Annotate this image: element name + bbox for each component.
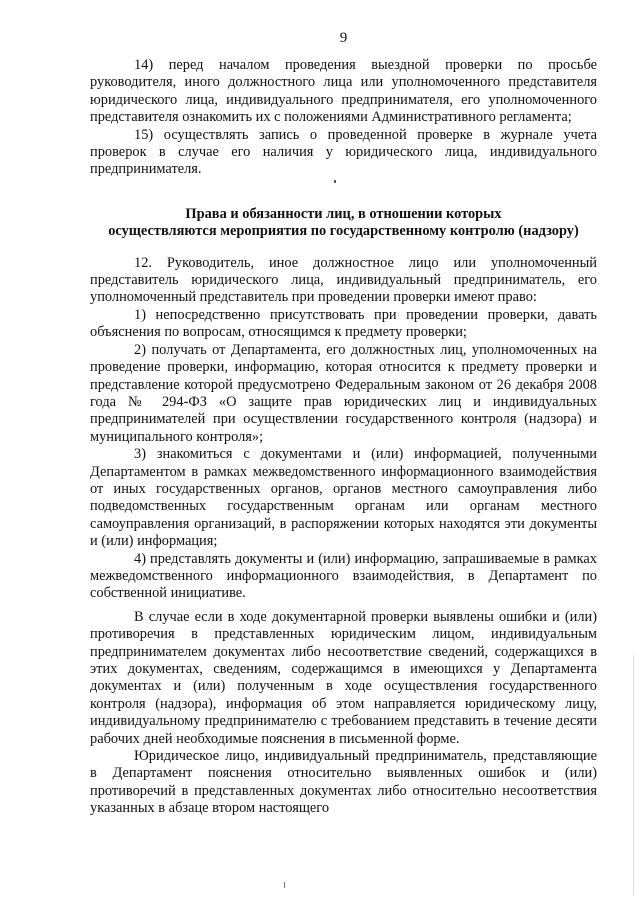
page-number: 9 [339, 30, 348, 46]
section-heading-line-1: Права и обязанности лиц, в отношении которых [185, 205, 502, 222]
paragraph-explanations: Юридическое лицо, индивидуальный предприниматель, представляющие в Департамент пояснения относительно выявленных ошибок и (или) противоречий в представленных документах либо относительно несоответствия указанных в абзаце втором настоящего [90, 748, 597, 817]
section-heading-line-2: осуществляются мероприятия по государственному контролю (надзору) [108, 223, 579, 240]
scan-mark-bottom [284, 882, 285, 888]
paragraph-errors: В случае если в ходе документарной проверки выявлены ошибки и (или) противоречия в представленных юридическим лицом, индивидуальным предпринимателем документах либо несоответствие сведений, содержащихся в этих документах, сведениям, содержащимся в имеющихся у Департамента документах и (или) полученным в ходе осуществления государственного контроля (надзора), информация об этом направляется юридическому лицу, индивидуальному предпринимателю с требованием представить в течение десяти рабочих дней необходимые пояснения в письменной форме. [90, 608, 597, 747]
section-12-item-3: 3) знакомиться с документами и (или) информацией, полученными Департаментом в рамках межведомственного информационного взаимодействия от иных государственных органов, органов местного самоуправления либо подведомственных государственным органам или органам местного самоуправления организаций, в распоряжении которых находятся эти документы и (или) информация; [90, 446, 597, 550]
section-heading [90, 206, 597, 241]
section-12-item-2: 2) получать от Департамента, его должностных лиц, уполномоченных на проведение проверки, информацию, которая относится к предмету проверки и представление которой предусмотрено Федеральным законом от 26 декабря 2008 года № 294-ФЗ «О защите прав юридических лиц и индивидуальных предпринимателей при осуществлении государственного контроля (надзора) и муниципального контроля»; [90, 341, 597, 445]
item-15: 15) осуществлять запись о проведенной проверке в журнале учета проверок в случае его наличия у юридического лица, индивидуального предпринимателя. [90, 126, 597, 178]
scan-edge-line [633, 655, 634, 895]
scan-mark [334, 180, 336, 183]
item-14: 14) перед началом проведения выездной проверки по просьбе руководителя, иного должностного лица или уполномоченного представителя юридического лица, индивидуального предпринимателя, его уполномоченного представителя ознакомить их с положениями Административного регламента; [90, 57, 597, 126]
section-12-item-1: 1) непосредственно присутствовать при проведении проверки, давать объяснения по вопросам, относящимся к предмету проверки; [90, 306, 597, 341]
section-12-item-4: 4) представлять документы и (или) информацию, запрашиваемые в рамках межведомственного информационного взаимодействия, в Департамент по собственной инициативе. [90, 550, 597, 602]
section-12-intro: 12. Руководитель, иное должностное лицо или уполномоченный представитель юридического лица, индивидуальный предприниматель, его уполномоченный представитель при проведении проверки имеют право: [90, 254, 597, 306]
